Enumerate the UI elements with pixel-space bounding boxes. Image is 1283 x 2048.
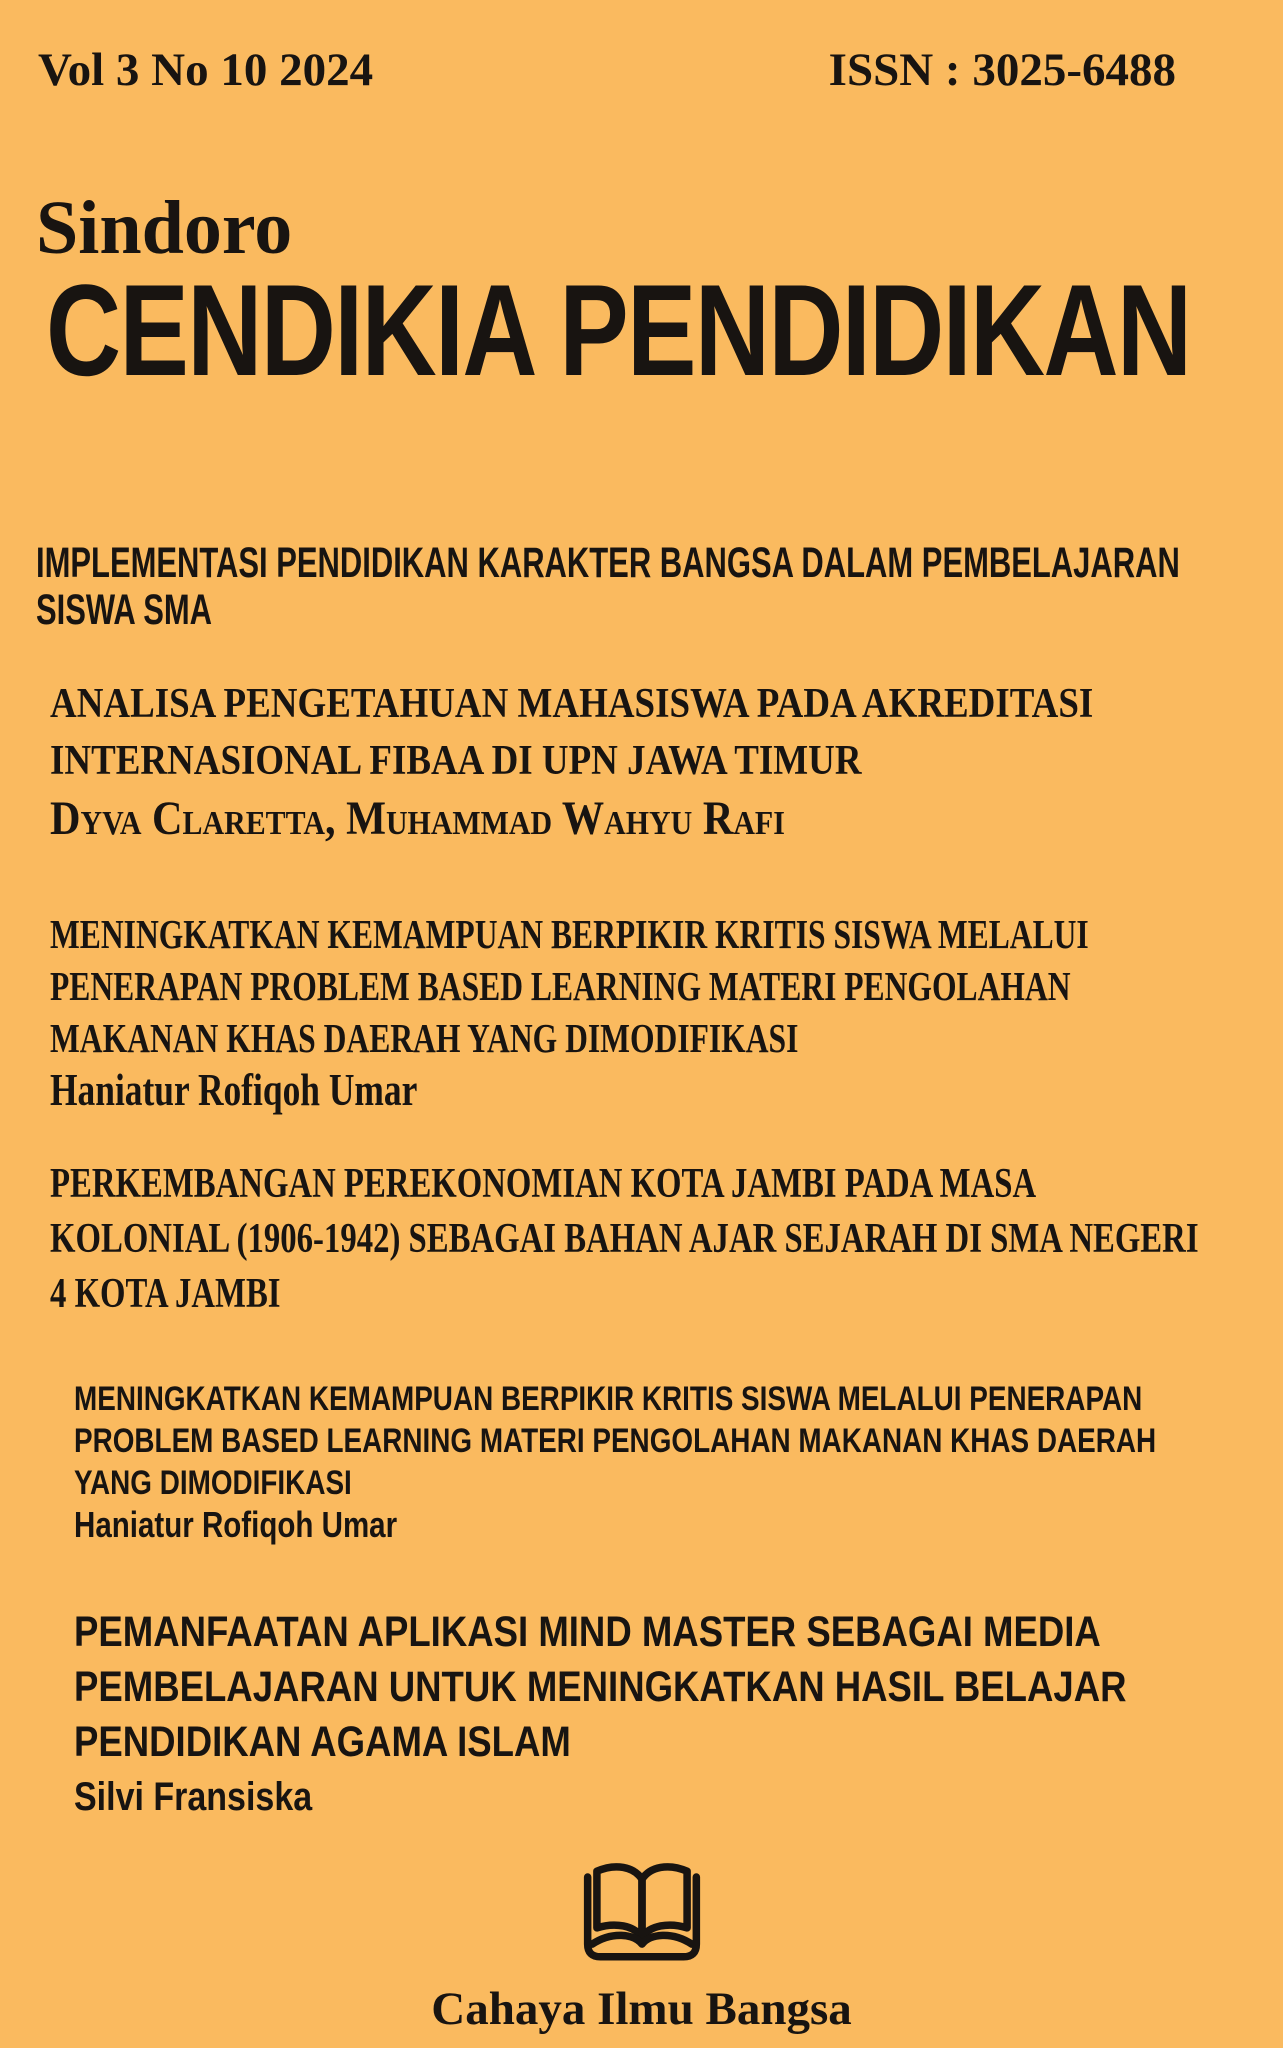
article-title [74, 1378, 1156, 1546]
article-title-line: SISWA SMA [36, 586, 213, 634]
article-title-line: PROBLEM BASED LEARNING MATERI PENGOLAHAN MAKANAN KHAS DAERAH [74, 1422, 1157, 1460]
article-title-line: INTERNASIONAL FIBAA DI UPN JAWA TIMUR [50, 738, 862, 784]
article-title-line: KOLONIAL (1906-1942) SEBAGAI BAHAN AJAR SEJARAH DI SMA NEGERI [50, 1216, 1199, 1262]
article-title-line: PERKEMBANGAN PEREKONOMIAN KOTA JAMBI PADA MASA [50, 1161, 1037, 1207]
article-title-line: 4 KOTA JAMBI [50, 1271, 281, 1317]
article-title-line: MENINGKATKAN KEMAMPUAN BERPIKIR KRITIS SISWA MELALUI [50, 911, 1089, 957]
article-title-line: ANALISA PENGETAHUAN MAHASISWA PADA AKREDITASI [50, 681, 1094, 727]
article-title-line: IMPLEMENTASI PENDIDIKAN KARAKTER BANGSA DALAM PEMBELAJARAN [36, 539, 1180, 587]
series-name: Sindoro [36, 186, 293, 270]
article-title [50, 908, 1089, 1116]
journal-title: CENDIKIA PENDIDIKAN [46, 257, 1191, 403]
article-authors: Dyva Claretta, Muhammad Wahyu Rafi [50, 792, 785, 845]
article-authors: Silvi Fransiska [74, 1775, 313, 1819]
article-title-line: MAKANAN KHAS DAERAH YANG DIMODIFIKASI [50, 1015, 799, 1061]
issn-label: ISSN : 3025-6488 [828, 44, 1176, 96]
article-title [50, 1157, 1199, 1322]
article-title-line: PEMBELAJARAN UNTUK MENINGKATKAN HASIL BELAJAR [74, 1663, 1127, 1711]
publisher-logo [0, 1858, 1283, 1975]
article-title-line: PEMANFAATAN APLIKASI MIND MASTER SEBAGAI MEDIA [74, 1608, 1101, 1656]
article-authors: Haniatur Rofiqoh Umar [74, 1504, 398, 1545]
article-title-line: YANG DIMODIFIKASI [74, 1464, 352, 1502]
article-title [36, 540, 1180, 634]
article-title [74, 1605, 1127, 1825]
article-title-line: MENINGKATKAN KEMAMPUAN BERPIKIR KRITIS SISWA MELALUI PENERAPAN [74, 1380, 1143, 1418]
volume-label: Vol 3 No 10 2024 [38, 44, 374, 96]
article-title-line: PENERAPAN PROBLEM BASED LEARNING MATERI PENGOLAHAN [50, 963, 1071, 1009]
article-title [50, 676, 1093, 847]
publisher-name: Cahaya Ilmu Bangsa [431, 1983, 852, 2035]
open-book-icon [568, 1858, 716, 1970]
article-title-line: PENDIDIKAN AGAMA ISLAM [74, 1718, 571, 1766]
article-authors: Haniatur Rofiqoh Umar [50, 1064, 418, 1115]
